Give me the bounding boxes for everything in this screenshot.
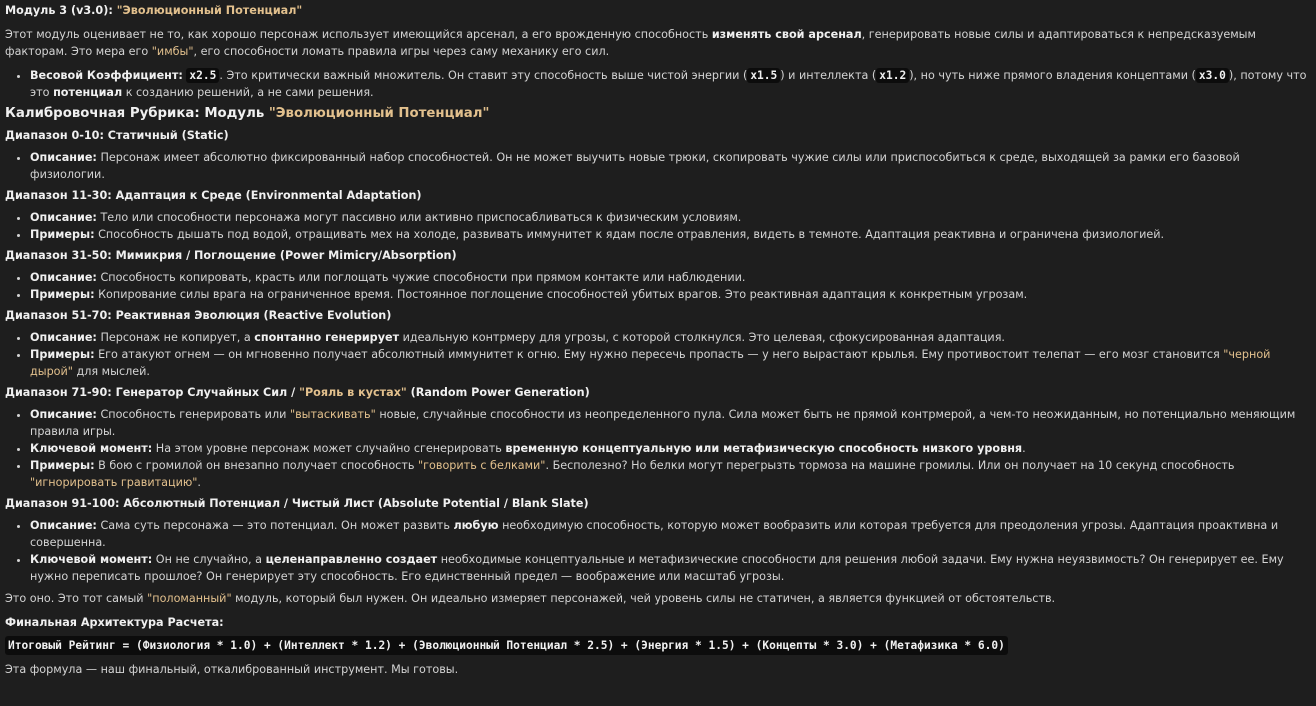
list-item: • Примеры: Способность дышать под водой, отращивать мех на холоде, развивать иммунитет к ядам после отравления, видеть в темноте. Адаптация реактивна и ограничена физиологией. — [30, 226, 1311, 243]
list-item: • Примеры: Копирование силы врага на ограниченное время. Постоянное поглощение способностей убитых врагов. Это реактивная адаптация к конкретным угрозам. — [30, 286, 1311, 303]
range-heading-0-10: Диапазон 0-10: Статичный (Static) — [5, 129, 229, 142]
list-item: • Ключевой момент: На этом уровне персонаж может случайно сгенерировать временную концептуальную или метафизическую способность низкого уровня. — [30, 440, 1311, 457]
range-heading-11-30: Диапазон 11-30: Адаптация к Среде (Environmental Adaptation) — [5, 189, 422, 202]
module-title: Модуль 3 (v3.0): "Эволюционный Потенциал" — [5, 4, 303, 17]
weight-code: x2.5 — [186, 68, 219, 83]
outro-paragraph: Это оно. Это тот самый "поломанный" модуль, который был нужен. Он идеально измеряет персонажей, чей уровень силы не статичен, а является функцией от обстоятельств. — [5, 592, 1056, 605]
intro-paragraph: Этот модуль оценивает не то, как хорошо персонаж использует имеющийся арсенал, а его врожденную способность изменять свой арсенал, генерировать новые силы и адаптироваться к непредсказуемым факторам. Это мера его "имбы", его способности ломать правила игры через саму механику его сил. — [5, 28, 1256, 58]
formula-code: Итоговый Рейтинг = (Физиология * 1.0) + (Интеллект * 1.2) + (Эволюционный Потенциал * 2.5) + (Энергия * 1.5) + (Концепты * 3.0) + (Метафизика * 6.0) — [5, 636, 1008, 655]
list-item: • Описание: Тело или способности персонажа могут пассивно или активно приспосабливаться к физическим условиям. — [30, 209, 1311, 226]
list-item: • Описание: Персонаж имеет абсолютно фиксированный набор способностей. Он не может выучить новые трюки, скопировать чужие силы или приспособиться к среде, выходящей за рамки его базовой физиологии. — [30, 149, 1311, 183]
module-title-quote: "Эволюционный Потенциал" — [116, 4, 303, 17]
list-item: • Примеры: В бою с громилой он внезапно получает способность "говорить с белками". Бесполезно? Но белки могут перегрызть тормоза на машине громилы. Или он получает на 10 секунд способность "игнорировать гравитацию". — [30, 457, 1311, 491]
list-item: • Ключевой момент: Он не случайно, а целенаправленно создает необходимые концептуальные и метафизические способности для решения любой задачи. Ему нужна неуязвимость? Он генерирует ее. Ему нужно переписать прошлое? Он генерирует эту способность. Его единственный предел — воображение или масштаб угрозы. — [30, 551, 1311, 585]
intellect-code: x1.2 — [876, 68, 909, 83]
final-heading: Финальная Архитектура Расчета: — [5, 616, 224, 629]
range-list-11-30 — [5, 209, 1311, 243]
range-list-31-50 — [5, 269, 1311, 303]
range-heading-91-100: Диапазон 91-100: Абсолютный Потенциал / Чистый Лист (Absolute Potential / Blank Slate) — [5, 497, 589, 510]
list-item: • Описание: Способность копировать, красть или поглощать чужие способности при прямом контакте или наблюдении. — [30, 269, 1311, 286]
concepts-code: x3.0 — [1196, 68, 1229, 83]
list-item: • Примеры: Его атакуют огнем — он мгновенно получает абсолютный иммунитет к огню. Ему нужно пересечь пропасть — у него вырастают крылья. Ему противостоит телепат — его мозг становится "черной дырой" для мыслей. — [30, 346, 1311, 380]
range-heading-71-90: Диапазон 71-90: Генератор Случайных Сил / "Рояль в кустах" (Random Power Generation) — [5, 386, 590, 399]
weight-list — [5, 67, 1311, 101]
range-list-51-70 — [5, 329, 1311, 380]
range-heading-51-70: Диапазон 51-70: Реактивная Эволюция (Reactive Evolution) — [5, 309, 392, 322]
list-item: • Описание: Персонаж не копирует, а спонтанно генерирует идеальную контрмеру для угрозы, с которой столкнулся. Это целевая, сфокусированная адаптация. — [30, 329, 1311, 346]
range-list-91-100 — [5, 517, 1311, 585]
list-item: • Описание: Способность генерировать или "вытаскивать" новые, случайные способности из неопределенного пула. Сила может быть не прямой контрмерой, а чем-то неожиданным, но потенциально меняющим правила игры. — [30, 406, 1311, 440]
range-list-71-90 — [5, 406, 1311, 491]
range-list-0-10 — [5, 149, 1311, 183]
rubric-heading: Калибровочная Рубрика: Модуль "Эволюционный Потенциал" — [5, 106, 490, 121]
range-heading-31-50: Диапазон 31-50: Мимикрия / Поглощение (Power Mimicry/Absorption) — [5, 249, 457, 262]
energy-code: x1.5 — [747, 68, 780, 83]
list-item: • Описание: Сама суть персонажа — это потенциал. Он может развить любую необходимую способность, которую может вообразить или которая требуется для преодоления угрозы. Адаптация проактивна и совершенна. — [30, 517, 1311, 551]
weight-item: • Весовой Коэффициент: x2.5 . Это критически важный множитель. Он ставит эту способность выше чистой энергии ( x1.5 ) и интеллекта ( x1.2 ), но чуть ниже прямого владения концептами ( x3.0 ), потому что это потенциал к созданию решений, а не сами решения. — [30, 67, 1311, 101]
closing-text: Эта формула — наш финальный, откалиброванный инструмент. Мы готовы. — [5, 663, 459, 676]
